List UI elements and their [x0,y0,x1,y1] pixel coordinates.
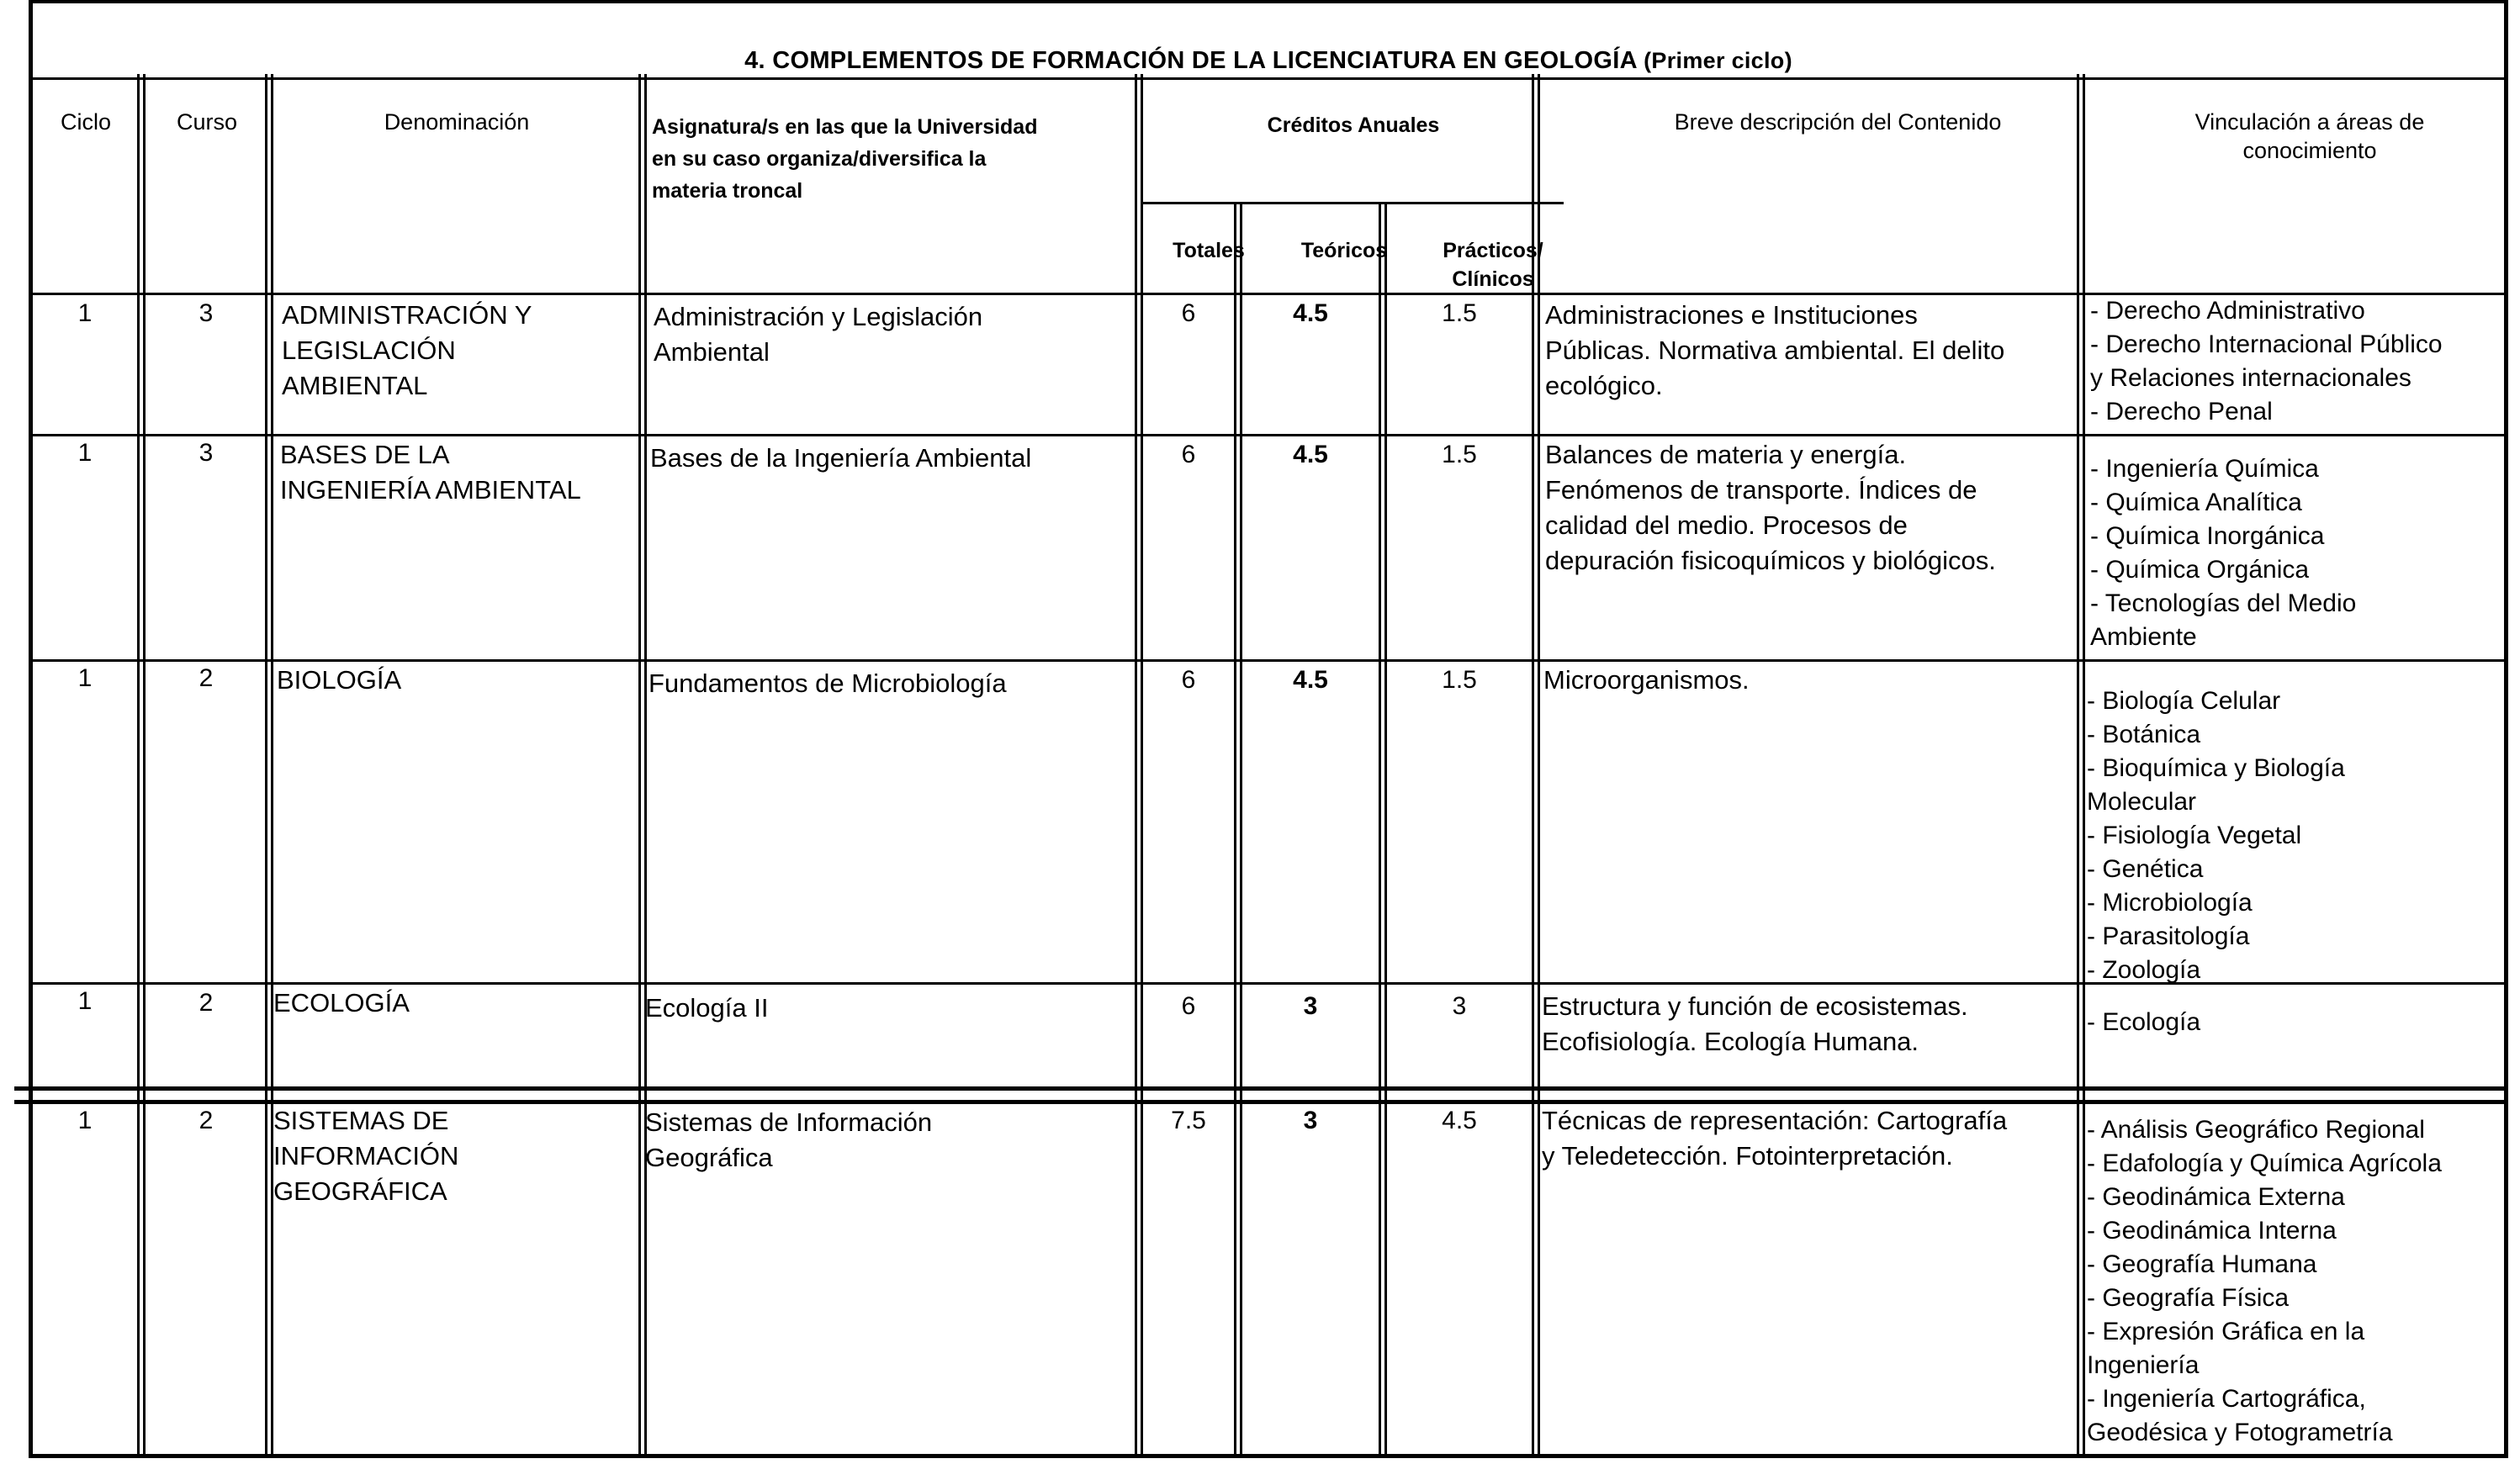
area-item: - Química Inorgánica [2090,522,2325,550]
row-asignatura-line: Sistemas de Información [645,1107,933,1137]
header-vinculacion-line: Vinculación a áreas de [2194,109,2425,135]
row-asignatura-line: Ambiental [654,337,770,367]
row-teoricos: 4.5 [1293,441,1328,468]
area-item: - Zoología [2087,956,2201,984]
header-denominacion: Denominación [384,109,530,135]
row-totales: 7.5 [1171,1107,1206,1134]
row-vinculacion [2090,294,2511,429]
area-item: Geodésica y Fotogrametría [2087,1419,2393,1446]
area-item: - Ingeniería Química [2090,455,2319,483]
header-asignatura-line: materia troncal [652,179,803,203]
row-denominacion-line: BASES DE LA [280,440,450,469]
column-rule [1532,74,1540,1458]
row-denominacion [273,986,637,1021]
row-denominacion-line: BIOLOGÍA [277,665,402,695]
row-descripcion-line: Fenómenos de transporte. Índices de [1545,475,1977,505]
row-vinculacion [2087,1113,2507,1450]
row-curso: 2 [199,989,214,1017]
row-denominacion [273,1103,637,1209]
area-item: Ambiente [2090,623,2197,651]
row-practicos: 3 [1452,992,1467,1020]
row-teoricos: 3 [1303,992,1318,1020]
row-descripcion-line: Balances de materia y energía. [1545,440,1907,469]
row-descripcion-line: Públicas. Normativa ambiental. El delito [1545,336,2005,365]
row-teoricos: 4.5 [1293,299,1328,327]
column-rule [1234,202,1242,1458]
creditos-divider [1141,202,1564,204]
area-item: - Tecnologías del Medio [2090,589,2357,617]
row-denominacion [282,298,635,404]
column-rule [2077,74,2085,1458]
area-item: - Análisis Geográfico Regional [2087,1116,2425,1144]
curriculum-table [29,0,2508,1458]
row-descripcion [1543,663,2075,698]
row-totales: 6 [1181,992,1196,1020]
table-title [33,47,2504,75]
row-descripcion-line: Técnicas de representación: Cartografía [1542,1106,2008,1135]
row-denominacion-line: INGENIERÍA AMBIENTAL [280,475,581,505]
row-descripcion-line: depuración fisicoquímicos y biológicos. [1545,546,1996,575]
row-curso: 2 [199,1107,214,1134]
area-item: - Derecho Administrativo [2090,297,2365,325]
row-descripcion [1542,989,2075,1060]
area-item: - Geografía Física [2087,1284,2290,1312]
row-totales: 6 [1181,299,1196,327]
area-item: Molecular [2087,788,2197,816]
row-practicos: 1.5 [1442,666,1477,694]
area-item: - Ecología [2087,1008,2201,1036]
row-descripcion-line: Estructura y función de ecosistemas. [1542,991,1968,1021]
table-title-row [33,0,2504,80]
row-totales: 6 [1181,666,1196,694]
header-ciclo: Ciclo [60,109,111,135]
area-item: - Parasitología [2087,922,2250,950]
row-asignatura-line: Administración y Legislación [654,302,983,331]
area-item: - Fisiología Vegetal [2087,822,2302,849]
table-title-main: 4. COMPLEMENTOS DE FORMACIÓN DE LA LICENCIATURA EN GEOLOGÍA [744,47,1637,74]
header-asignatura [652,111,1140,207]
row-ciclo: 1 [77,987,93,1015]
area-item: - Geodinámica Interna [2087,1217,2337,1245]
row-descripcion-line: Administraciones e Instituciones [1545,300,1918,330]
column-rule [137,74,146,1458]
row-denominacion-line: GEOGRÁFICA [273,1176,447,1206]
area-item: - Biología Celular [2087,687,2281,715]
column-rule [265,74,273,1458]
row-ciclo: 1 [77,1107,93,1134]
row-denominacion [280,437,637,508]
area-item: - Derecho Internacional Público [2090,330,2443,358]
row-divider-thick [14,1086,2506,1091]
row-descripcion-line: Microorganismos. [1543,665,1750,695]
area-item: - Botánica [2087,721,2201,748]
header-practicos-line: Prácticos/ [1443,239,1543,262]
row-practicos: 1.5 [1442,441,1477,468]
header-vinculacion [2115,108,2504,165]
header-asignatura-line: en su caso organiza/diversifica la [652,147,987,171]
row-teoricos: 3 [1303,1107,1318,1134]
row-curso: 2 [199,664,214,692]
row-asignatura-line: Bases de la Ingeniería Ambiental [650,443,1032,473]
row-asignatura [650,441,1133,476]
row-vinculacion [2087,684,2507,987]
row-curso: 3 [199,439,214,467]
column-rule [1379,202,1387,1458]
row-descripcion [1545,298,2075,404]
header-vinculacion-line: conocimiento [2242,138,2377,163]
row-descripcion-line: Ecofisiología. Ecología Humana. [1542,1027,1919,1056]
area-item: - Química Analítica [2090,489,2302,516]
column-rule [638,74,647,1458]
area-item: - Química Orgánica [2090,556,2310,584]
table-title-sub: (Primer ciclo) [1644,48,1792,73]
row-asignatura [649,666,1133,701]
row-asignatura-line: Ecología II [645,993,769,1023]
row-vinculacion [2087,1006,2507,1039]
area-item: - Genética [2087,855,2204,883]
area-item: - Geografía Humana [2087,1250,2317,1278]
row-ciclo: 1 [77,299,93,327]
row-asignatura [645,1105,1133,1176]
header-descripcion: Breve descripción del Contenido [1674,109,2002,135]
row-denominacion-line: ECOLOGÍA [273,988,410,1017]
row-asignatura-line: Fundamentos de Microbiología [649,669,1007,698]
row-asignatura-line: Geográfica [645,1143,773,1172]
row-denominacion-line: LEGISLACIÓN [282,336,456,365]
row-divider [33,434,2504,436]
row-curso: 3 [199,299,214,327]
row-descripcion [1545,437,2075,579]
row-asignatura [654,299,1133,370]
row-vinculacion [2090,452,2511,654]
row-ciclo: 1 [77,439,93,467]
area-item: - Edafología y Química Agrícola [2087,1150,2442,1177]
header-totales: Totales [1173,239,1245,262]
area-item: Ingeniería [2087,1351,2200,1379]
header-creditos: Créditos Anuales [1267,114,1440,137]
row-denominacion [277,663,637,698]
row-denominacion-line: AMBIENTAL [282,371,428,400]
header-curso: Curso [176,109,238,135]
row-denominacion-line: INFORMACIÓN [273,1141,459,1171]
row-descripcion-line: ecológico. [1545,371,1663,400]
row-denominacion-line: SISTEMAS DE [273,1106,449,1135]
row-descripcion-line: calidad del medio. Procesos de [1545,510,1908,540]
row-totales: 6 [1181,441,1196,468]
area-item: y Relaciones internacionales [2090,364,2411,392]
column-rule [1135,74,1143,1458]
area-item: - Expresión Gráfica en la [2087,1318,2365,1345]
row-teoricos: 4.5 [1293,666,1328,694]
header-practicos [1422,236,1564,293]
area-item: - Geodinámica Externa [2087,1183,2345,1211]
row-asignatura [645,991,1133,1026]
area-item: - Bioquímica y Biología [2087,754,2345,782]
row-descripcion-line: y Teledetección. Fotointerpretación. [1542,1141,1953,1171]
area-item: - Ingeniería Cartográfica, [2087,1385,2366,1413]
row-practicos: 1.5 [1442,299,1477,327]
row-divider [33,659,2504,662]
row-practicos: 4.5 [1442,1107,1477,1134]
header-practicos-line: Clínicos [1452,267,1534,291]
header-teoricos: Teóricos [1300,239,1388,262]
row-ciclo: 1 [77,664,93,692]
header-asignatura-line: Asignatura/s en las que la Universidad [652,115,1038,139]
area-item: - Microbiología [2087,889,2253,917]
row-descripcion [1542,1103,2075,1174]
row-denominacion-line: ADMINISTRACIÓN Y [282,300,532,330]
area-item: - Derecho Penal [2090,398,2273,425]
